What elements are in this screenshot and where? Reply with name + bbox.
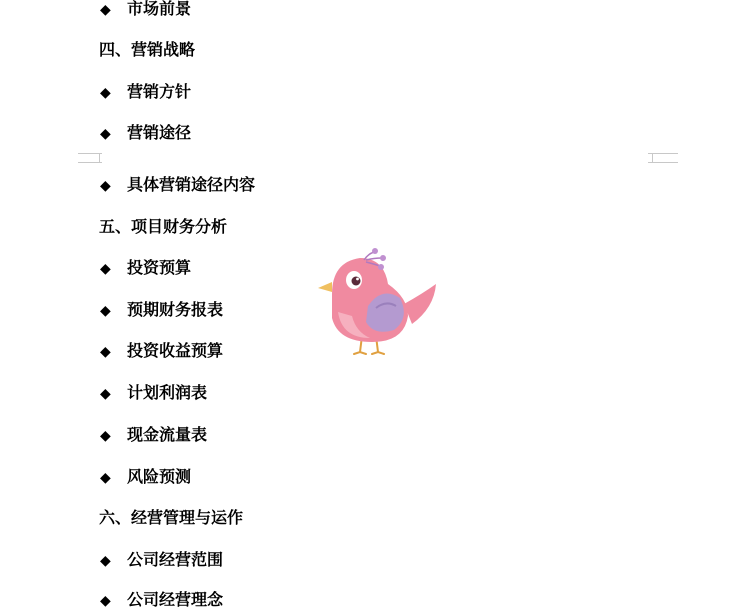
list-item (100, 121, 191, 145)
list-item-text: 计划利润表 (127, 383, 208, 402)
list-item-text: 公司经营范围 (127, 550, 224, 569)
list-item (100, 0, 191, 21)
list-item-text: 投资收益预算 (127, 341, 224, 360)
black-diamond-icon: ◆ (100, 470, 111, 486)
section-heading-text: 五、项目财务分析 (99, 217, 228, 236)
list-item (100, 298, 223, 322)
list-item (100, 548, 223, 572)
list-item (100, 381, 207, 405)
list-item (100, 423, 207, 447)
black-diamond-icon: ◆ (100, 126, 111, 142)
list-item (100, 339, 223, 363)
section-heading (99, 506, 243, 530)
list-item-text: 营销方针 (127, 82, 192, 101)
black-diamond-icon: ◆ (100, 261, 111, 277)
list-item-text: 投资预算 (127, 258, 192, 277)
black-diamond-icon: ◆ (100, 386, 111, 402)
black-diamond-icon: ◆ (100, 2, 111, 18)
list-item-text: 市场前景 (127, 0, 192, 18)
black-diamond-icon: ◆ (100, 593, 111, 609)
list-item (100, 465, 191, 489)
list-item-text: 现金流量表 (127, 425, 208, 444)
list-item-text: 具体营销途径内容 (127, 175, 256, 194)
list-item-text: 风险预测 (127, 467, 192, 486)
section-heading (99, 215, 227, 239)
list-item-text: 预期财务报表 (127, 300, 224, 319)
black-diamond-icon: ◆ (100, 553, 111, 569)
page-break-marker (78, 153, 102, 163)
black-diamond-icon: ◆ (100, 303, 111, 319)
black-diamond-icon: ◆ (100, 85, 111, 101)
list-item (100, 173, 255, 197)
section-heading-text: 六、经营管理与运作 (99, 508, 244, 527)
page-break-marker (648, 153, 678, 163)
list-item-text: 营销途径 (127, 123, 192, 142)
list-item (100, 80, 191, 104)
list-item (100, 256, 191, 280)
black-diamond-icon: ◆ (100, 178, 111, 194)
section-heading (99, 38, 195, 62)
black-diamond-icon: ◆ (100, 428, 111, 444)
section-heading-text: 四、营销战略 (99, 40, 196, 59)
list-item-text: 公司经营理念 (127, 590, 224, 609)
pink-bird-icon (312, 246, 440, 362)
black-diamond-icon: ◆ (100, 344, 111, 360)
list-item (100, 588, 223, 612)
